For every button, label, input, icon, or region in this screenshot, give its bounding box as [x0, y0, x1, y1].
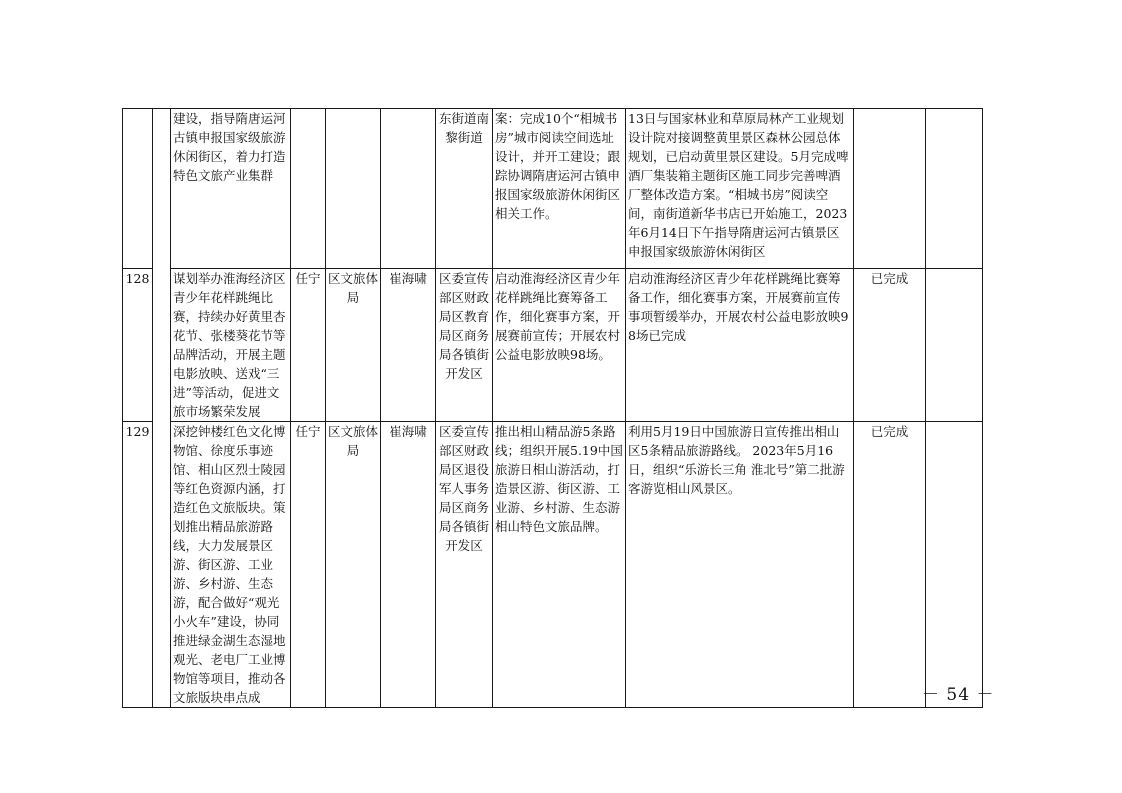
goal-cell: 启动淮海经济区青少年花样跳绳比赛筹备工作，细化赛事方案，开展赛前宣传；开展农村公益电影放映98场。: [493, 269, 626, 422]
page-number: － 54 －: [922, 685, 995, 705]
task-cell: 建设，指导隋唐运河古镇申报国家级旅游休闲街区，着力打造特色文旅产业集群: [171, 109, 291, 269]
table-row: [123, 109, 983, 269]
task-cell: 深挖钟楼红色文化博物馆、徐度乐事迹馆、相山区烈士陵园等红色资源内涵，打造红色文旅版块。策划推出精品旅游路线，大力发展景区游、街区游、工业游、乡村游、生态游，配合做好“观光小火车”建设，协同推进绿金湖生态湿地观光、老电厂工业博物馆等项目，推动各文旅版块串点成: [171, 422, 291, 708]
remark-cell: [926, 109, 983, 269]
table-row: [123, 269, 983, 422]
goal-cell: 推出相山精品游5条路线；组织开展5.19中国旅游日相山游活动，打造景区游、街区游、工业游、乡村游、生态游相山特色文旅品牌。: [493, 422, 626, 708]
leader-cell: [291, 109, 326, 269]
leader-cell: 任宁: [291, 269, 326, 422]
person-cell: [381, 109, 436, 269]
lead-unit-cell: 区文旅体局: [326, 269, 381, 422]
lead-unit-cell: [326, 109, 381, 269]
lead-unit-cell: 区文旅体局: [326, 422, 381, 708]
status-cell: [854, 109, 926, 269]
progress-cell: 利用5月19日中国旅游日宣传推出相山区5条精品旅游路线。 2023年5月16日，组织“乐游长三角 淮北号”第二批游客游览相山风景区。: [626, 422, 854, 708]
progress-cell: 启动淮海经济区青少年花样跳绳比赛筹备工作，细化赛事方案，开展赛前宣传事项暂缓举办，开展农村公益电影放映98场已完成: [626, 269, 854, 422]
goal-cell: 案：完成10个“相城书房”城市阅读空间选址设计，并开工建设；跟踪协调隋唐运河古镇申报国家级旅游休闲街区相关工作。: [493, 109, 626, 269]
coop-units-cell: 东街道南黎街道: [436, 109, 493, 269]
coop-units-cell: 区委宣传部区财政局区教育局区商务局各镇街开发区: [436, 269, 493, 422]
person-cell: 崔海啸: [381, 422, 436, 708]
task-cell: 谋划举办淮海经济区青少年花样跳绳比赛，持续办好黄里杏花节、张楼葵花节等品牌活动，开展主题电影放映、送戏“三进”等活动，促进文旅市场繁荣发展: [171, 269, 291, 422]
person-cell: 崔海啸: [381, 269, 436, 422]
progress-table: [122, 108, 983, 708]
row-number: [123, 109, 153, 269]
status-cell: 已完成: [854, 422, 926, 708]
leader-cell: 任宁: [291, 422, 326, 708]
remark-cell: [926, 422, 983, 708]
progress-cell: 13日与国家林业和草原局林产工业规划设计院对接调整黄里景区森林公园总体规划，已启动黄里景区建设。5月完成啤酒厂集装箱主题街区施工同步完善啤酒厂整体改造方案。“相城书房”阅读空间，南街道新华书店已开始施工，2023年6月14日下午指导隋唐运河古镇景区申报国家级旅游休闲街区: [626, 109, 854, 269]
table-row: [123, 422, 983, 708]
remark-cell: [926, 269, 983, 422]
status-cell: 已完成: [854, 269, 926, 422]
coop-units-cell: 区委宣传部区财政局区退役军人事务局区商务局各镇街开发区: [436, 422, 493, 708]
row-number: 129: [123, 422, 153, 708]
category-cell: [153, 109, 171, 708]
row-number: 128: [123, 269, 153, 422]
